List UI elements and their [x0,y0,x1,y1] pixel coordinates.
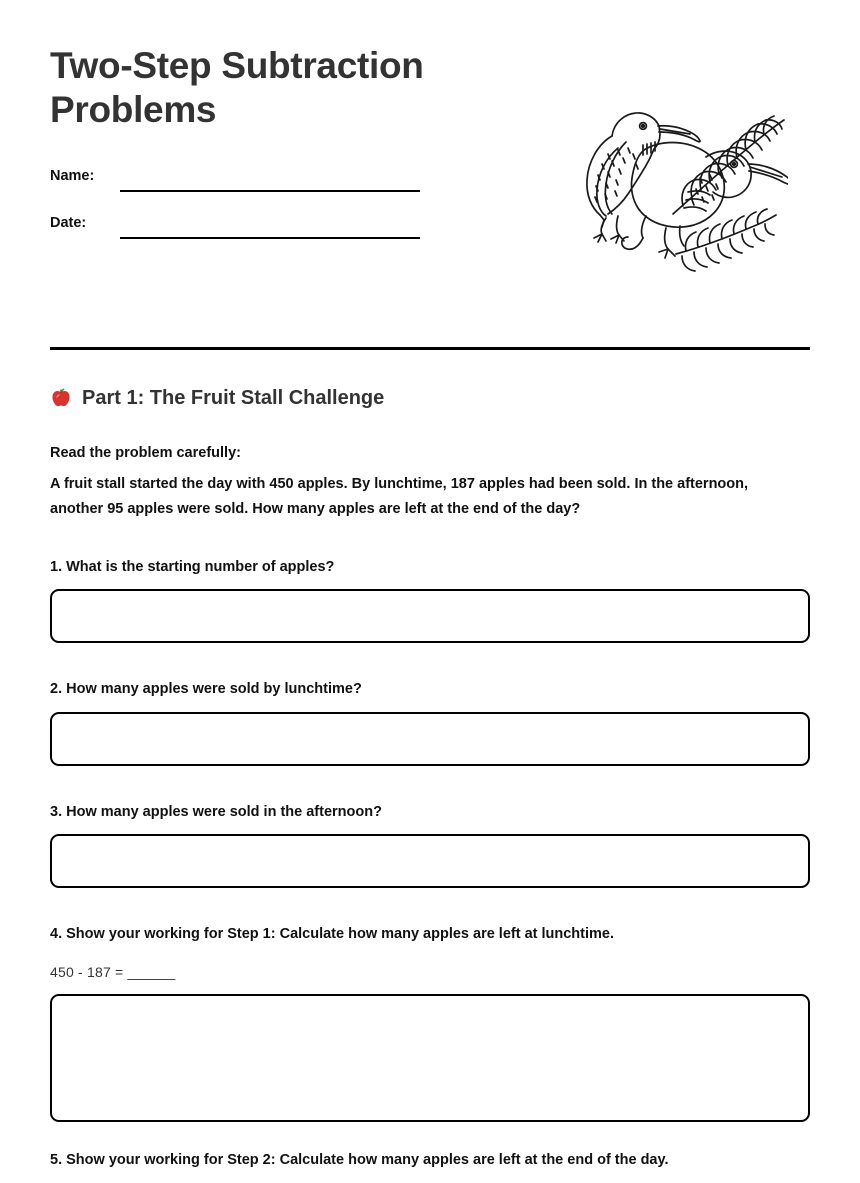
section-heading-part-1 [50,386,810,410]
question-4-working-hint: 450 - 187 = ______ [50,964,176,981]
date-field-label: Date: [50,215,87,231]
question-5 [50,1150,810,1170]
question-4 [50,924,810,1122]
question-1-answer-box[interactable] [50,589,810,643]
spacer [50,766,810,802]
worksheet-body [50,386,810,1183]
word-problem-text: A fruit stall started the day with 450 apples. By lunchtime, 187 apples had been sold. In the afternoon, another 95 apples were sold. How many apples are left at the end of the day? [50,475,749,518]
question-4-text: 4. Show your working for Step 1: Calculate how many apples are left at lunchtime. [50,926,615,943]
page-title: Two-Step Subtraction Problems [50,45,424,131]
question-3-answer-box[interactable] [50,834,810,888]
spacer [50,888,810,924]
question-5-text: 5. Show your working for Step 2: Calculate how many apples are left at the end of the day. [50,1152,669,1169]
student-info-fields [50,162,470,256]
question-3-text: 3. How many apples were sold in the afternoon? [50,803,382,820]
spacer [50,1122,810,1150]
kiwi-birds-illustration [548,82,788,272]
spacer [50,643,810,679]
question-1 [50,557,810,643]
date-field-row [50,209,470,256]
read-problem-label: Read the problem carefully: [50,445,241,461]
name-field-writing-line[interactable] [120,190,420,192]
question-3 [50,802,810,888]
section-divider-rule [50,347,810,350]
name-field-label: Name: [50,168,95,184]
question-1-text: 1. What is the starting number of apples? [50,559,335,576]
section-heading-label: Part 1: The Fruit Stall Challenge [82,387,385,409]
question-2 [50,679,810,765]
red-apple-icon [50,387,72,409]
name-field-row [50,162,470,209]
question-4-answer-box[interactable] [50,994,810,1122]
question-2-text: 2. How many apples were sold by lunchtime? [50,681,362,698]
question-2-answer-box[interactable] [50,712,810,766]
date-field-writing-line[interactable] [120,237,420,239]
